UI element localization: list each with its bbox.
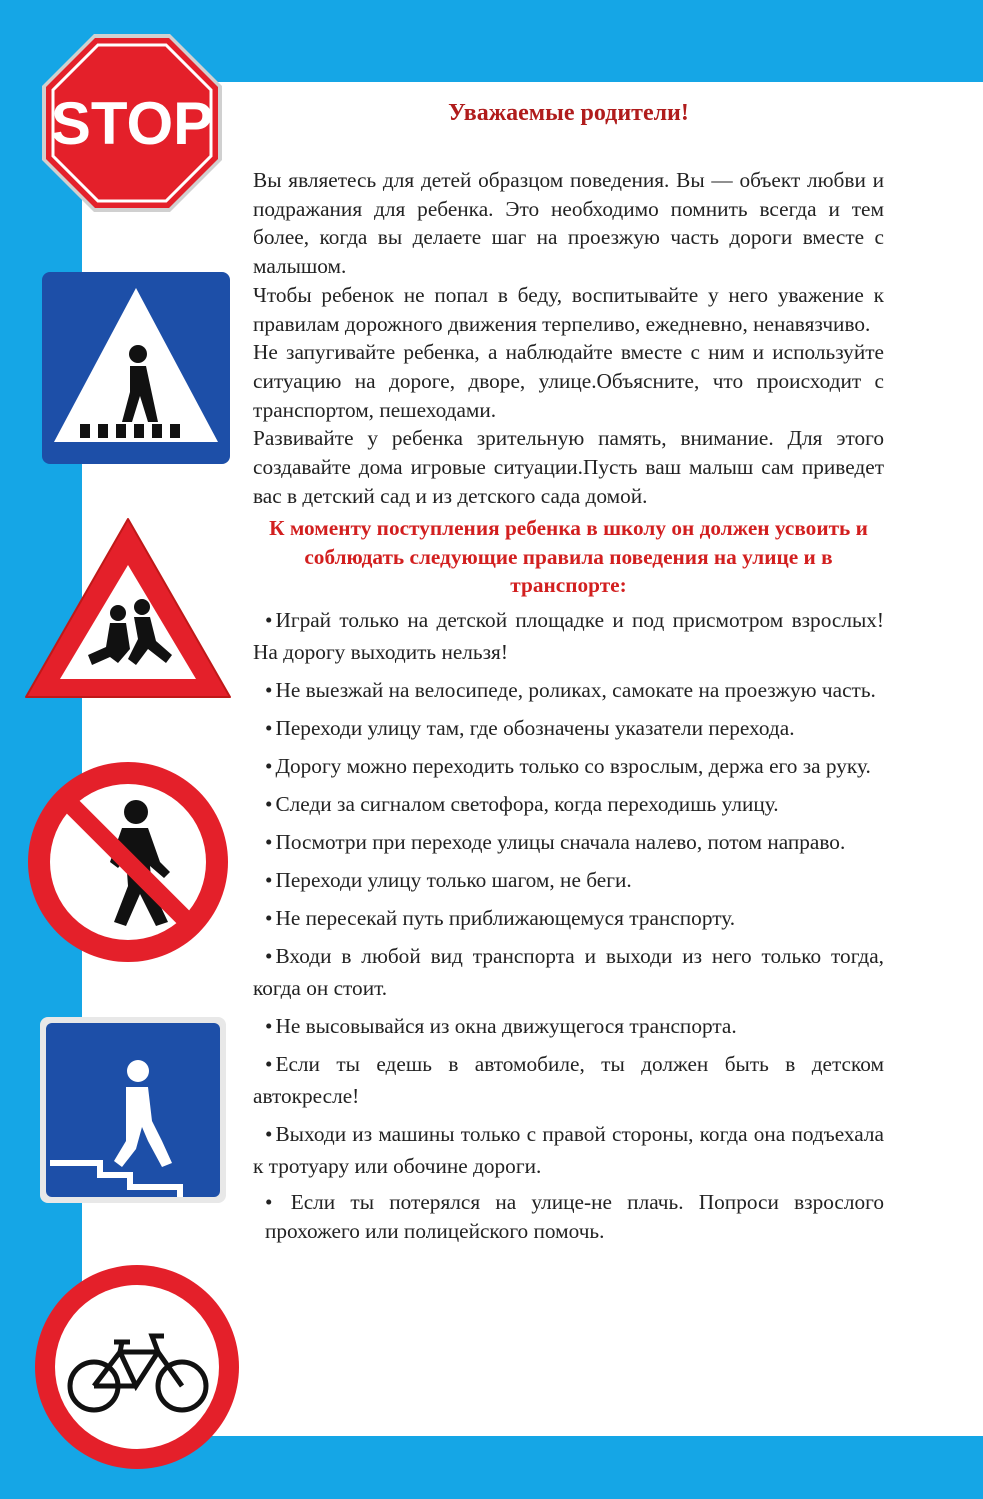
paragraph: Развивайте у ребенка зрительную память, внимание. Для этого создавайте дома игровые ситуации.Пусть ваш малыш сам приведет вас в детский сад и из детского сада домой.: [253, 426, 884, 508]
rule-text: Входи в любой вид транспорта и выходи из него только тогда, когда он стоит.: [253, 943, 884, 1000]
bullet-icon: •: [265, 607, 273, 632]
no-pedestrians-sign-icon: [24, 758, 232, 966]
rule-text: Переходи улицу там, где обозначены указатели перехода.: [275, 715, 795, 740]
rule-text: Дорогу можно переходить только со взрослым, держа его за руку.: [275, 753, 871, 778]
paragraph: Не запугивайте ребенка, а наблюдайте вместе с ним и используйте ситуацию на дороге, дворе, улице.Объясните, что происходит с транспортом, пешеходами.: [253, 340, 884, 422]
bullet-icon: •: [265, 1189, 273, 1214]
rule-text: Выходи из машины только с правой стороны, когда она подъехала к тротуару или обочине дороги.: [253, 1121, 884, 1178]
text-content: [253, 98, 884, 1252]
rule-item: [253, 902, 884, 934]
pedestrian-crossing-sign-icon: [42, 272, 230, 464]
bullet-icon: •: [265, 1013, 273, 1038]
stop-sign-icon: [40, 32, 224, 214]
rule-item: [253, 864, 884, 896]
paragraph: Вы являетесь для детей образцом поведения. Вы — объект любви и подражания для ребенка. Это необходимо помнить всегда и тем более, когда вы делаете шаг на проезжую часть дороги вместе с малышом.: [253, 168, 884, 279]
rules-heading: К моменту поступления ребенка в школу он должен усвоить и соблюдать следующие правила поведения на улице и в транспорте:: [269, 516, 868, 598]
no-bicycles-sign-icon: [32, 1262, 242, 1472]
bullet-icon: •: [265, 753, 273, 778]
rule-item: [253, 1010, 884, 1042]
bullet-icon: •: [265, 791, 273, 816]
rule-text: Не пересекай путь приближающемуся транспорту.: [275, 905, 736, 930]
paragraph: Чтобы ребенок не попал в беду, воспитывайте у него уважение к правилам дорожного движения терпеливо, ежедневно, ненавязчиво.: [253, 282, 884, 336]
rule-item: [253, 1118, 884, 1182]
rule-item: [253, 826, 884, 858]
bullet-icon: •: [265, 677, 273, 702]
rule-item: [253, 750, 884, 782]
rule-item: [253, 674, 884, 706]
rule-item: [253, 712, 884, 744]
children-warning-sign-icon: [22, 515, 234, 701]
rule-text: Если ты потерялся на улице-не плачь. Попроси взрослого прохожего или полицейского помочь.: [265, 1189, 884, 1243]
rule-text: Играй только на детской площадке и под присмотром взрослых! На дорогу выходить нельзя!: [253, 607, 884, 664]
underground-crossing-sign-icon: [40, 1017, 226, 1203]
rule-text: Переходи улицу только шагом, не беги.: [275, 867, 632, 892]
page-title: Уважаемые родители!: [448, 100, 689, 126]
stop-sign-text: STOP: [50, 90, 214, 157]
rule-text: Не высовывайся из окна движущегося транспорта.: [275, 1013, 737, 1038]
rule-text: Следи за сигналом светофора, когда переходишь улицу.: [275, 791, 779, 816]
bullet-icon: •: [265, 829, 273, 854]
bullet-icon: •: [265, 715, 273, 740]
bullet-icon: •: [265, 905, 273, 930]
bullet-icon: •: [265, 943, 273, 968]
bullet-icon: •: [265, 867, 273, 892]
bullet-icon: •: [265, 1121, 273, 1146]
rule-text: Не выезжай на велосипеде, роликах, самокате на проезжую часть.: [275, 677, 876, 702]
rule-item: [253, 788, 884, 820]
rule-item: [253, 1048, 884, 1112]
rule-item: [253, 604, 884, 668]
bullet-icon: •: [265, 1051, 273, 1076]
rule-text: Если ты едешь в автомобиле, ты должен быть в детском автокресле!: [253, 1051, 884, 1108]
rule-text: Посмотри при переходе улицы сначала налево, потом направо.: [275, 829, 846, 854]
rule-item: [253, 1188, 884, 1246]
rule-item: [253, 940, 884, 1004]
